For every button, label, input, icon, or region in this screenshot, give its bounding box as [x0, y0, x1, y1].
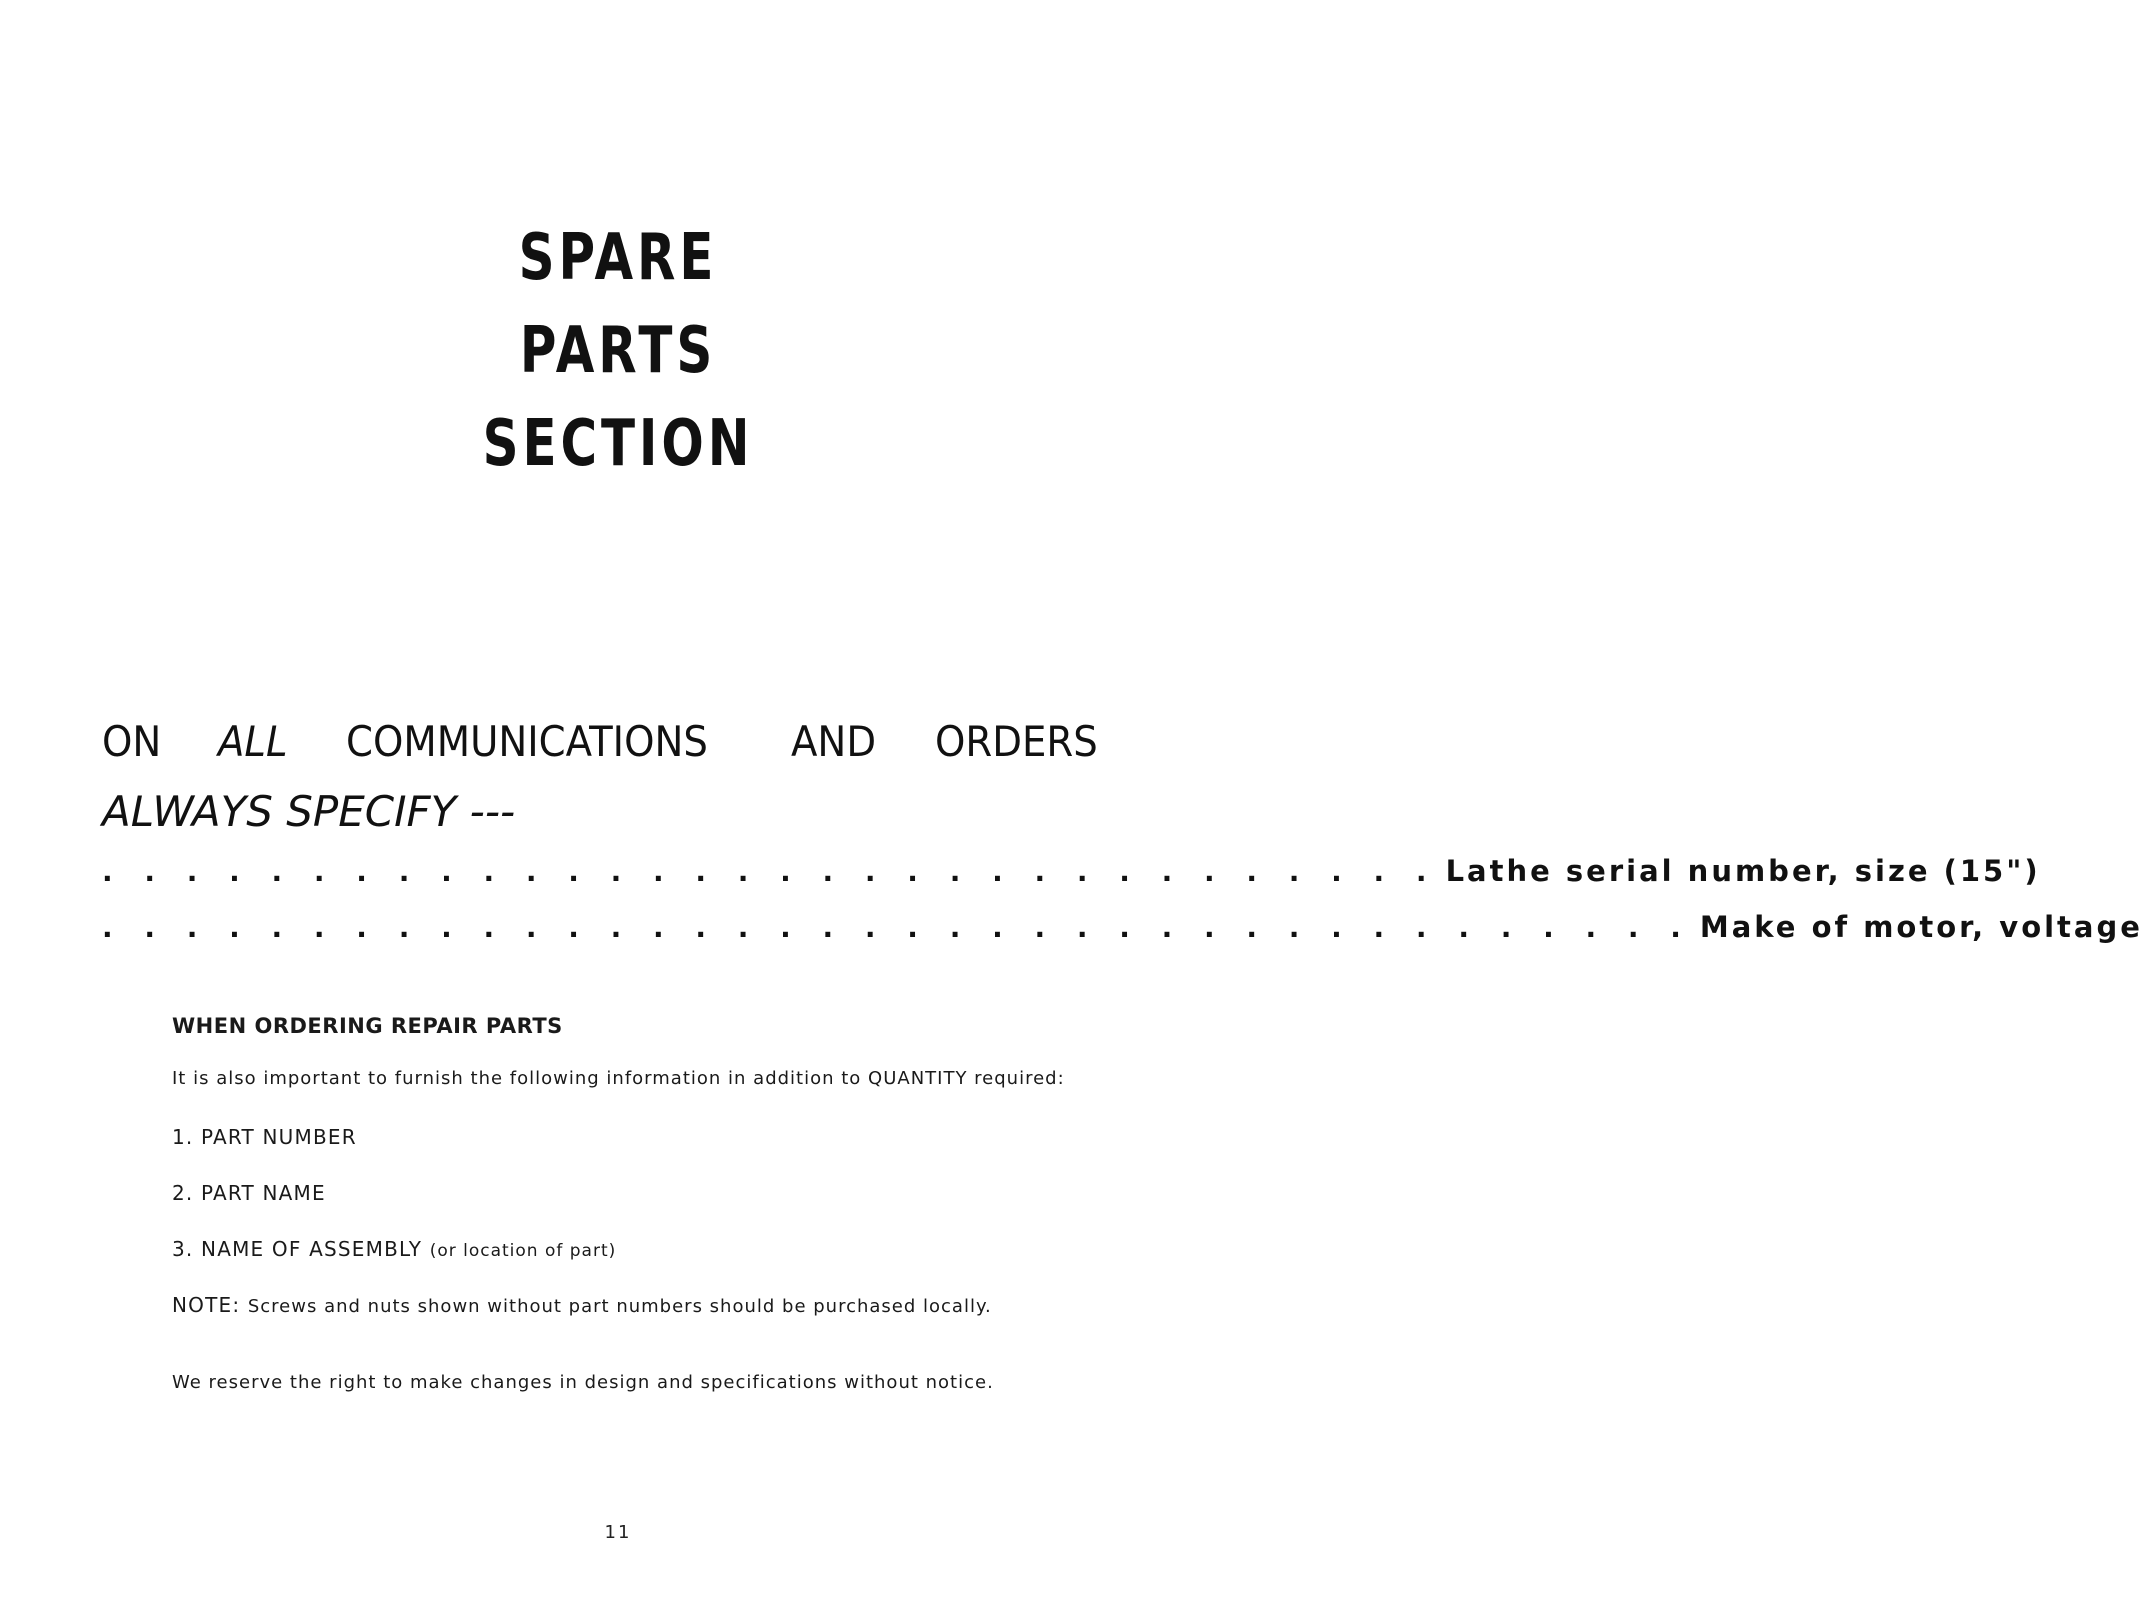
section-title: [0, 212, 1236, 491]
title-line-spare: SPARE: [518, 221, 718, 295]
dot-leader: . . . . . . . . . . . . . . . . . . . . . . . . . . . . . . . . . . . . . .: [102, 911, 1692, 944]
ordering-section: [172, 1014, 1072, 1317]
comm-word-orders: ORDERS: [935, 717, 1098, 766]
specify-row-motor: [102, 910, 2143, 944]
page-number: 11: [604, 1522, 632, 1543]
communications-line-2: [102, 786, 1112, 838]
comm-word-all: ALL: [218, 717, 288, 766]
specify-row-serial: [102, 854, 2041, 888]
note-text: Screws and nuts shown without part numbers should be purchased locally.: [247, 1296, 992, 1317]
always-specify-text: ALWAYS SPECIFY ---: [102, 787, 516, 836]
ordering-intro: It is also important to furnish the following information in addition to QUANTITY required:: [172, 1068, 1065, 1089]
comm-word-communications: COMMUNICATIONS: [345, 717, 708, 766]
list-item: [172, 1237, 1072, 1261]
list-item-label: 3. NAME OF ASSEMBLY: [172, 1237, 423, 1261]
list-item-note: (or location of part): [429, 1241, 617, 1261]
ordering-heading: WHEN ORDERING REPAIR PARTS: [172, 1014, 563, 1038]
title-line-section: SECTION: [482, 407, 754, 481]
list-item: [172, 1181, 1072, 1205]
reserve-notice: We reserve the right to make changes in design and specifications without notice.: [172, 1372, 994, 1393]
specify-value-serial: Lathe serial number, size (15"): [1445, 854, 2041, 888]
dot-leader: . . . . . . . . . . . . . . . . . . . . . . . . . . . . . . . .: [102, 855, 1438, 888]
note: [172, 1293, 1072, 1317]
comm-word-and: AND: [790, 717, 876, 766]
communications-line-1: [102, 716, 1112, 768]
communications-heading: [102, 716, 1112, 838]
title-line-parts: PARTS: [519, 314, 717, 388]
note-label: NOTE:: [172, 1293, 241, 1317]
list-item-label: 2. PART NAME: [172, 1181, 326, 1205]
specify-value-motor: Make of motor, voltage: [1699, 910, 2143, 944]
list-item: [172, 1125, 1072, 1149]
comm-word-on: ON: [102, 717, 162, 766]
list-item-label: 1. PART NUMBER: [172, 1125, 357, 1149]
